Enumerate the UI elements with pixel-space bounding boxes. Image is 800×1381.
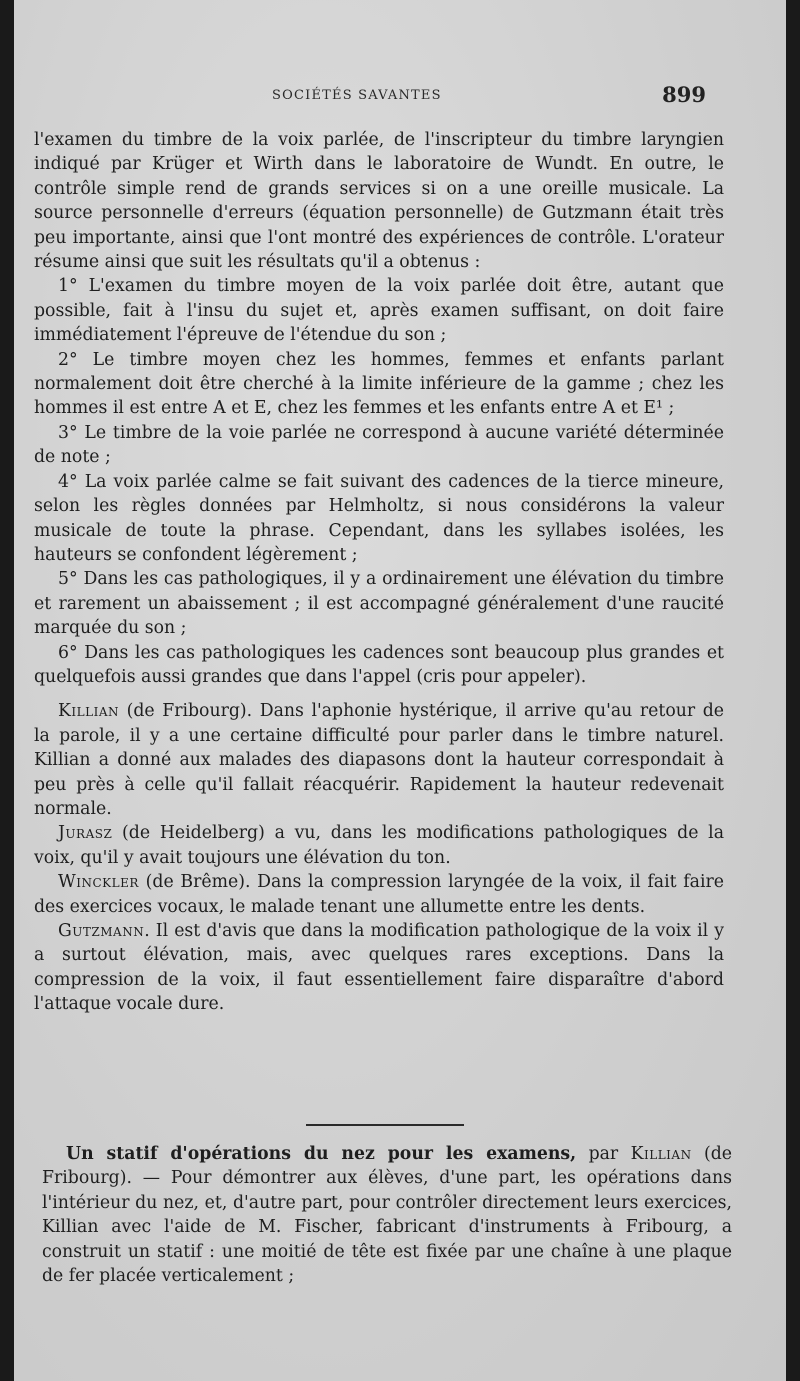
speaker-text: (de Fribourg). Dans l'aphonie hystérique, il arrive qu'au retour de la parole, il y a une certaine difficulté pour parler dans le timbre naturel. Killian a donné aux malades des diapasons dont la hauteur correspondait à peu près à celle qu'il fallait réacquérir. Rapidement la hauteur redevenait normale.	[34, 701, 724, 819]
speaker-paragraph-winckler	[34, 870, 724, 919]
speaker-text: (de Heidelberg) a vu, dans les modifications pathologiques de la voix, qu'il y avait toujours une élévation du ton.	[34, 823, 724, 868]
paragraph-result-1: 1° L'examen du timbre moyen de la voix parlée doit être, autant que possible, fait à l'insu du sujet et, après examen suffisant, on doit faire immédiatement l'épreuve de l'étendue du son ;	[34, 276, 724, 346]
paragraph-result-4: 4° La voix parlée calme se fait suivant des cadences de la tierce mineure, selon les règles données par Helmholtz, si nous considérons la valeur musicale de toute la phrase. Cependant, dans les syllabes isolées, les hauteurs se confondent légèrement ;	[34, 471, 724, 565]
paragraph-result-3: 3° Le timbre de la voie parlée ne correspond à aucune variété déterminée de note ;	[34, 422, 724, 468]
article-by: par	[576, 1144, 631, 1164]
speaker-name: Killian	[58, 701, 119, 722]
paragraph-intro: l'examen du timbre de la voix parlée, de l'inscripteur du timbre laryngien indiqué par Krüger et Wirth dans le laboratoire de Wundt. En outre, le contrôle simple rend de grands services si on a une oreille musicale. La source personnelle d'erreurs (équation personnelle) de Gutzmann était très peu importante, ainsi que l'ont montré des expériences de contrôle. L'orateur résume ainsi que suit les résultats qu'il a obtenus :	[34, 130, 724, 273]
paragraph-result-6: 6° Dans les cas pathologiques les cadences sont beaucoup plus grandes et quelquefois aussi grandes que dans l'appel (cris pour appeler).	[34, 642, 724, 687]
body-text	[34, 128, 724, 1017]
speaker-name: Jurasz	[58, 823, 113, 844]
article-section	[42, 1142, 732, 1288]
speaker-text: . Il est d'avis que dans la modification pathologique de la voix il y a surtout élévation, mais, avec quelques rares exceptions. Dans la compression de la voix, il faut essentiellement faire disparaître d'abord l'attaque vocale dure.	[34, 921, 724, 1015]
page-header	[14, 82, 786, 110]
article-paragraph	[42, 1142, 732, 1288]
article-title: Un statif d'opérations du nez pour les examens,	[66, 1144, 577, 1164]
speaker-name: Winckler	[58, 872, 139, 893]
page-number: 899	[662, 82, 706, 107]
article-author: Killian	[630, 1144, 692, 1164]
article-text: (de Fribourg). — Pour démontrer aux élèves, d'une part, les opérations dans l'intérieur du nez, et, d'autre part, pour contrôler directement leurs exercices, Killian avec l'aide de M. Fischer, fabricant d'instruments à Fribourg, a construit un statif : une moitié de tête est fixée par une chaîne à une plaque de fer placée verticalement ;	[42, 1144, 732, 1287]
running-head: SOCIÉTÉS SAVANTES	[272, 88, 442, 103]
section-divider	[306, 1124, 464, 1126]
speaker-paragraph-killian	[34, 699, 724, 821]
scanned-page	[14, 0, 786, 1381]
paragraph-result-2: 2° Le timbre moyen chez les hommes, femmes et enfants parlant normalement doit être cherché à la limite inférieure de la gamme ; chez les hommes il est entre A et E, chez les femmes et les enfants entre A et E¹ ;	[34, 349, 724, 419]
speaker-paragraph-jurasz	[34, 821, 724, 870]
speaker-text: (de Brême). Dans la compression laryngée de la voix, il fait faire des exercices vocaux, le malade tenant une allumette entre les dents.	[34, 872, 724, 917]
speaker-name: Gutzmann	[58, 921, 145, 941]
speaker-paragraph-gutzmann	[34, 919, 724, 1017]
paragraph-result-5: 5° Dans les cas pathologiques, il y a ordinairement une élévation du timbre et rarement un abaissement ; il est accompagné généralement d'une raucité marquée du son ;	[34, 569, 724, 639]
